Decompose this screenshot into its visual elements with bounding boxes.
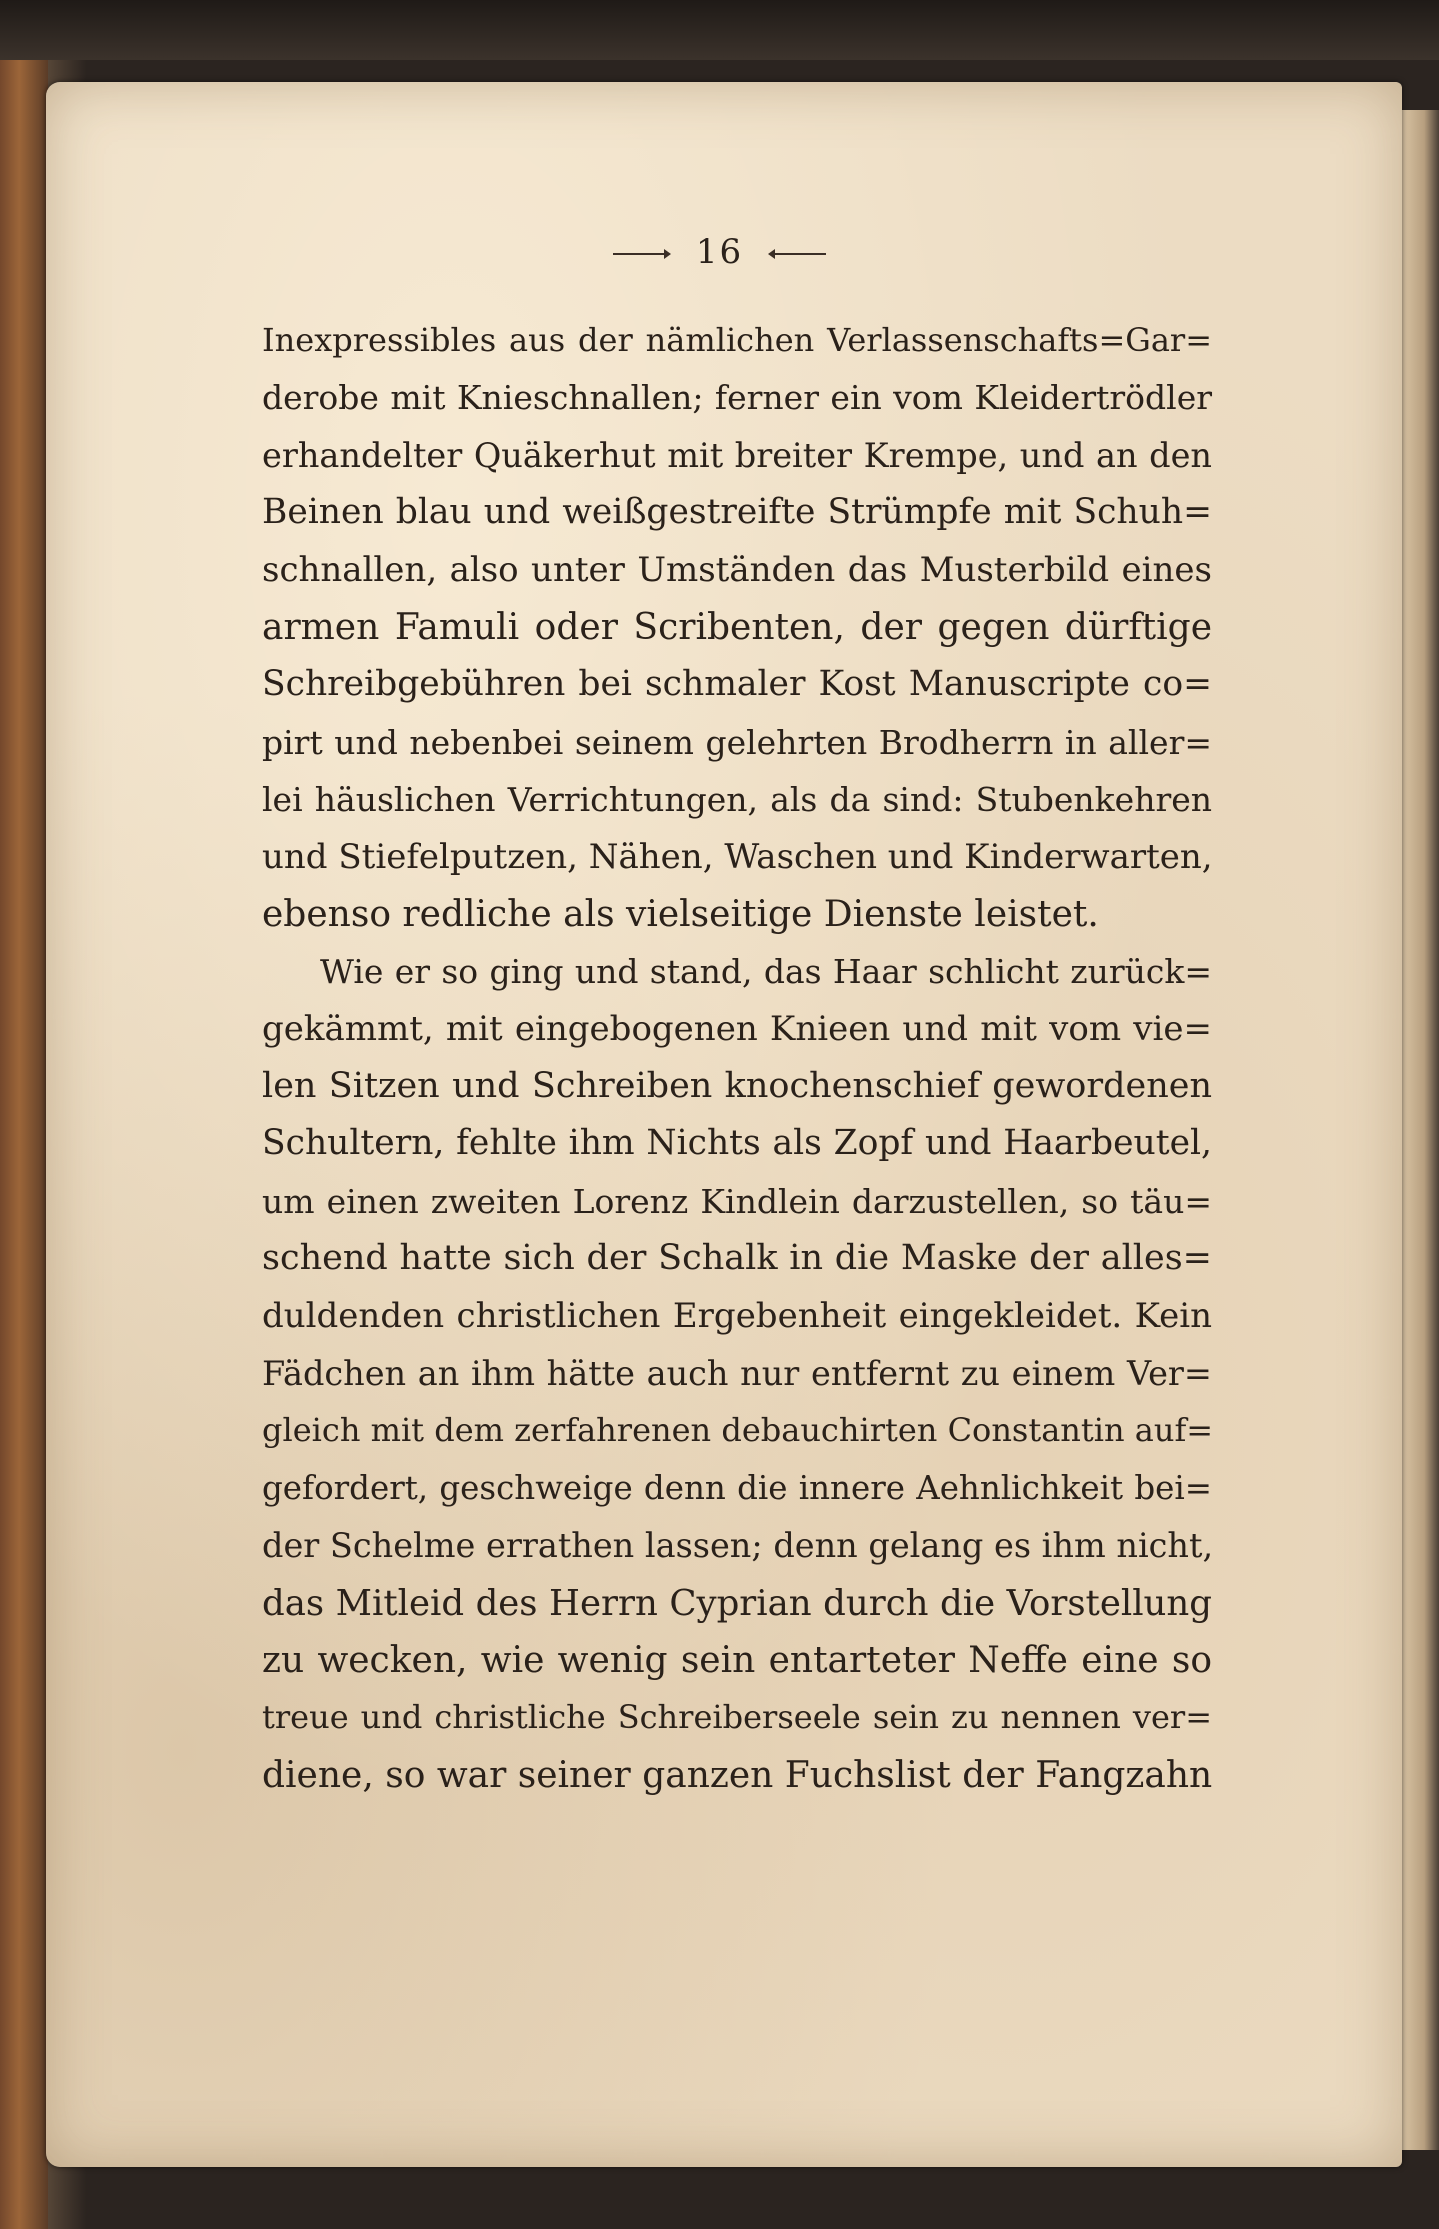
text-line: duldenden christlichen Ergebenheit eingekleidet. Kein (262, 1295, 1212, 1336)
text-line: um einen zweiten Lorenz Kindlein darzustellen, so täu= (262, 1181, 1212, 1221)
text-line: erhandelter Quäkerhut mit breiter Krempe, und an den (262, 435, 1212, 475)
text-line: gekämmt, mit eingebogenen Knieen und mit vom vie= (262, 1008, 1212, 1049)
body-text (262, 312, 1212, 1804)
text-line: das Mitleid des Herrn Cyprian durch die Vorstellung (262, 1582, 1212, 1624)
text-line: Wie er so ging und stand, das Haar schlicht zurück= (320, 952, 1212, 992)
text-line: der Schelme errathen lassen; denn gelang es ihm nicht, (262, 1526, 1214, 1566)
page-number: 16 (695, 232, 744, 272)
text-line: lei häuslichen Verrichtungen, als da sind: Stubenkehren (262, 780, 1212, 820)
text-line: Schultern, fehlte ihm Nichts als Zopf und Haarbeutel, (262, 1123, 1212, 1164)
right-ornament (774, 253, 826, 255)
text-line: treue und christliche Schreiberseele sein zu nennen ver= (262, 1698, 1212, 1737)
text-line: derobe mit Knieschnallen; ferner ein vom Kleidertrödler (262, 378, 1212, 418)
page-header (0, 232, 1439, 272)
text-line: gleich mit dem zerfahrenen debauchirten Constantin auf= (262, 1411, 1214, 1450)
text-line: Fädchen an ihm hätte auch nur entfernt zu einem Ver= (262, 1354, 1212, 1394)
text-line: und Stiefelputzen, Nähen, Waschen und Kinderwarten, (262, 836, 1213, 877)
text-line: gefordert, geschweige denn die innere Aehnlichkeit bei= (262, 1468, 1212, 1507)
text-line: pirt und nebenbei seinem gelehrten Brodherrn in aller= (262, 722, 1212, 762)
cover-top-edge (0, 0, 1439, 60)
text-line: diene, so war seiner ganzen Fuchslist der Fangzahn (262, 1754, 1213, 1796)
paragraph-1 (262, 312, 1212, 943)
text-line: len Sitzen und Schreiben knochenschief gewordenen (262, 1066, 1212, 1107)
cover-spine-edge (0, 0, 48, 2229)
text-line: Schreibgebühren bei schmaler Kost Manuscripte co= (262, 664, 1212, 705)
left-ornament (613, 253, 665, 255)
text-line: armen Famuli oder Scribenten, der gegen dürftige (262, 606, 1212, 648)
text-line: zu wecken, wie wenig sein entarteter Neffe eine so (262, 1639, 1212, 1681)
text-line: schnallen, also unter Umständen das Musterbild eines (262, 549, 1212, 590)
paragraph-2 (262, 943, 1212, 1804)
page-stack-edge (1402, 110, 1439, 2150)
text-line: Beinen blau und weißgestreifte Strümpfe mit Schuh= (262, 492, 1212, 533)
text-line: Inexpressibles aus der nämlichen Verlassenschafts=Gar= (262, 321, 1212, 359)
text-line: schend hatte sich der Schalk in die Maske der alles= (262, 1238, 1212, 1279)
text-line: ebenso redliche als vielseitige Dienste leistet. (262, 893, 1099, 935)
